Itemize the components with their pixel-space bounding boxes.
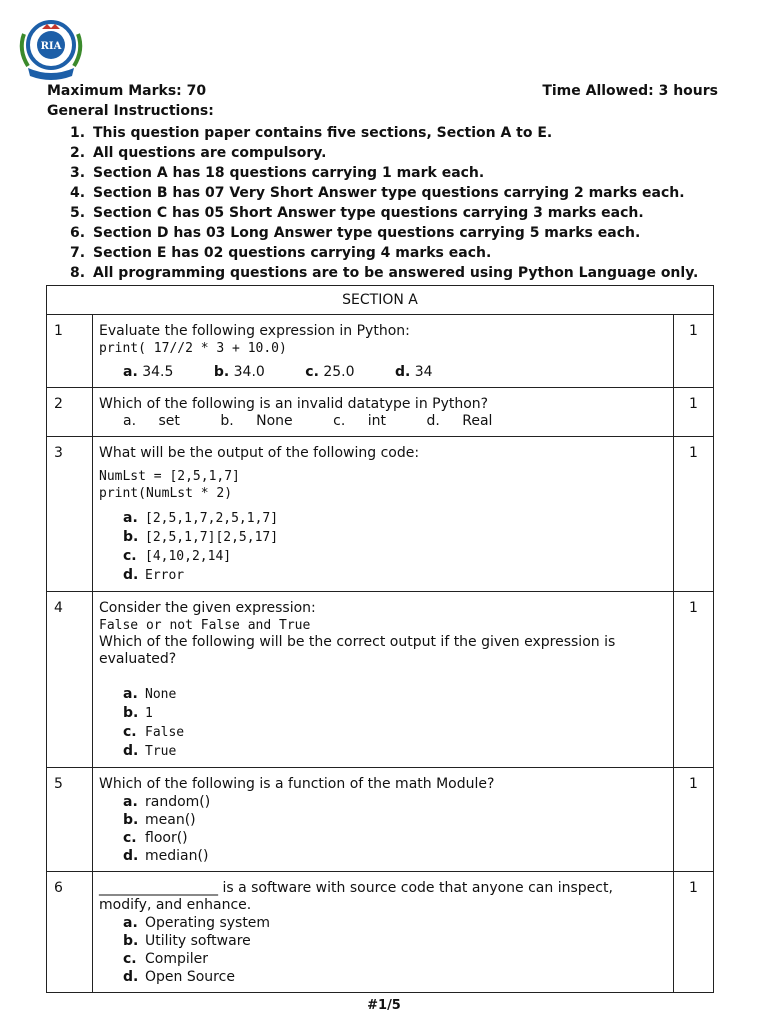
option: a. None [123, 686, 177, 702]
options-list [99, 914, 667, 986]
max-marks: Maximum Marks: 70 [47, 83, 207, 99]
question-number: 4 [47, 592, 93, 768]
question-table [46, 285, 714, 993]
question-number: 5 [47, 768, 93, 872]
option: c. Compiler [123, 951, 209, 967]
question-text: Which of the following is an invalid datatype in Python? [99, 396, 489, 412]
question-number: 3 [47, 437, 93, 592]
question-text: What will be the output of the following code: [99, 445, 420, 461]
question-row [47, 872, 714, 993]
instruction-item: 2. All questions are compulsory. [70, 145, 327, 161]
question-text: Evaluate the following expression in Python: [99, 323, 410, 339]
options-row [99, 364, 667, 381]
question-row [47, 315, 714, 388]
question-code: False or not False and True [99, 618, 311, 633]
option: c. 25.0 [305, 364, 355, 380]
question-marks: 1 [674, 592, 714, 768]
option: b. [2,5,1,7][2,5,17] [123, 529, 279, 545]
question-row [47, 388, 714, 437]
options-row [99, 413, 667, 430]
option: d. Open Source [123, 969, 235, 985]
question-row [47, 592, 714, 768]
general-instructions-title: General Instructions: [47, 103, 214, 119]
option: d. median() [123, 848, 209, 864]
question-code: print( 17//2 * 3 + 10.0) [99, 341, 287, 356]
option: a. set [123, 413, 180, 429]
question-text: Which of the following is a function of the math Module? [99, 776, 495, 792]
option: a. [2,5,1,7,2,5,1,7] [123, 510, 279, 526]
question-body [93, 315, 674, 388]
question-marks: 1 [674, 315, 714, 388]
options-list [99, 793, 667, 865]
option: a. 34.5 [123, 364, 174, 380]
question-row [47, 768, 714, 872]
options-list [99, 685, 667, 761]
instruction-item: 5. Section C has 05 Short Answer type questions carrying 3 marks each. [70, 205, 644, 221]
option: c. floor() [123, 830, 188, 846]
question-marks: 1 [674, 872, 714, 993]
question-marks: 1 [674, 437, 714, 592]
time-allowed: Time Allowed: 3 hours [542, 83, 718, 99]
instruction-item: 8. All programming questions are to be answered using Python Language only. [70, 265, 699, 281]
question-number: 2 [47, 388, 93, 437]
question-body [93, 437, 674, 592]
instructions-list [70, 123, 698, 283]
section-title: SECTION A [47, 286, 714, 315]
instruction-item: 1. This question paper contains five sections, Section A to E. [70, 125, 553, 141]
school-crest-icon [14, 12, 88, 84]
option: b. None [220, 413, 293, 429]
instruction-item: 3. Section A has 18 questions carrying 1 mark each. [70, 165, 485, 181]
option: a. random() [123, 794, 211, 810]
question-number: 6 [47, 872, 93, 993]
option: a. Operating system [123, 915, 271, 931]
instruction-item: 6. Section D has 03 Long Answer type questions carrying 5 marks each. [70, 225, 641, 241]
question-number: 1 [47, 315, 93, 388]
option: d. Real [426, 413, 493, 429]
option: d. True [123, 743, 177, 759]
option: b. mean() [123, 812, 196, 828]
option: c. [4,10,2,14] [123, 548, 232, 564]
question-code: print(NumLst * 2) [99, 486, 233, 501]
option: b. 1 [123, 705, 153, 721]
question-row [47, 437, 714, 592]
option: d. Error [123, 567, 185, 583]
option: d. 34 [394, 364, 433, 380]
question-body [93, 768, 674, 872]
question-marks: 1 [674, 768, 714, 872]
instruction-item: 7. Section E has 02 questions carrying 4 marks each. [70, 245, 492, 261]
question-text: _________________ is a software with source code that anyone can inspect, modify, and enhance. [99, 880, 613, 913]
question-text: Which of the following will be the correct output if the given expression is evaluated? [99, 634, 616, 667]
question-body [93, 592, 674, 768]
exam-header [47, 83, 718, 99]
logo-initials: RIA [40, 41, 62, 52]
option: b. 34.0 [213, 364, 265, 380]
option: b. Utility software [123, 933, 251, 949]
option: c. False [123, 724, 185, 740]
answer-blank: _________________ [99, 880, 218, 896]
instruction-item: 4. Section B has 07 Very Short Answer type questions carrying 2 marks each. [70, 185, 685, 201]
school-logo [14, 12, 88, 84]
question-code: NumLst = [2,5,1,7] [99, 469, 240, 484]
question-marks: 1 [674, 388, 714, 437]
page-number: #1/5 [367, 998, 401, 1013]
question-text: Consider the given expression: [99, 600, 316, 616]
options-list [99, 509, 667, 585]
question-body [93, 388, 674, 437]
question-body [93, 872, 674, 993]
option: c. int [333, 413, 386, 429]
